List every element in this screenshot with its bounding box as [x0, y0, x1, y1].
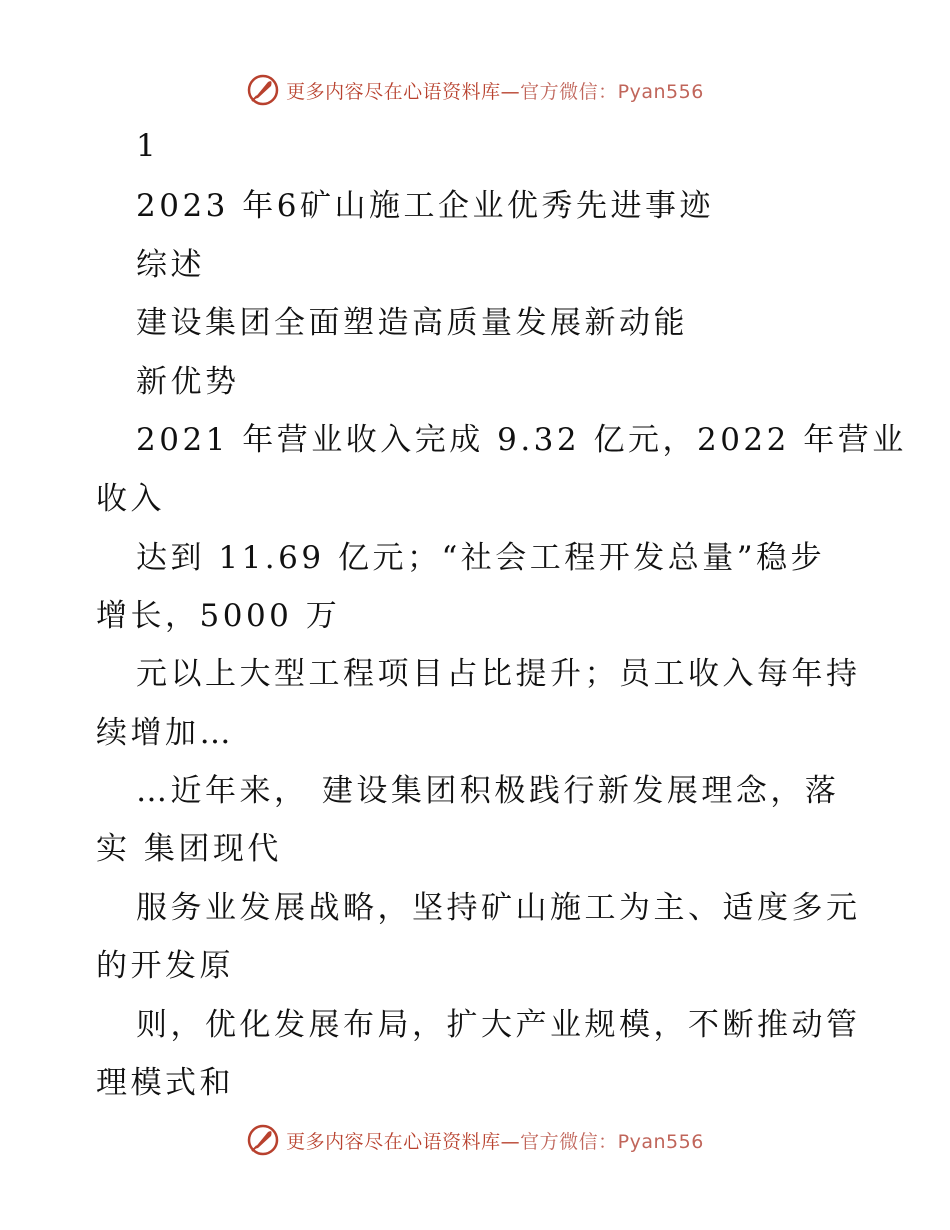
watermark-text: 更多内容尽在心语资料库—官方微信：Pyan556 [286, 1130, 704, 1153]
text-line: …近年来， 建设集团积极践行新发展理念，落 [136, 773, 840, 809]
text-line: 元以上大型工程项目占比提升；员工收入每年持 [136, 656, 861, 692]
text-line: 续增加… [96, 715, 234, 751]
page-number: 1 [136, 128, 160, 164]
footer-watermark [0, 1120, 950, 1160]
text-line: 新优势 [136, 364, 240, 400]
text-line: 增长，5000 万 [96, 598, 341, 634]
text-line: 达到 11.69 亿元；“社会工程开发总量”稳步 [136, 540, 826, 576]
text-line: 建设集团全面塑造高质量发展新动能 [136, 305, 688, 341]
watermark-text: 更多内容尽在心语资料库—官方微信：Pyan556 [286, 80, 704, 103]
text-line: 理模式和 [96, 1065, 234, 1101]
text-line: 收入 [96, 481, 165, 517]
text-line: 实 集团现代 [96, 831, 282, 867]
text-line: 综述 [136, 247, 205, 283]
text-line: 则，优化发展布局，扩大产业规模，不断推动管 [136, 1007, 861, 1043]
feather-pen-logo-icon [246, 73, 280, 107]
text-line: 的开发原 [96, 948, 234, 984]
feather-pen-logo-icon [246, 1123, 280, 1157]
header-watermark [0, 70, 950, 110]
document-title: 2023 年6矿山施工企业优秀先进事迹 [136, 188, 714, 224]
text-line: 2021 年营业收入完成 9.32 亿元，2022 年营业 [136, 422, 907, 458]
text-line: 服务业发展战略，坚持矿山施工为主、适度多元 [136, 890, 861, 926]
